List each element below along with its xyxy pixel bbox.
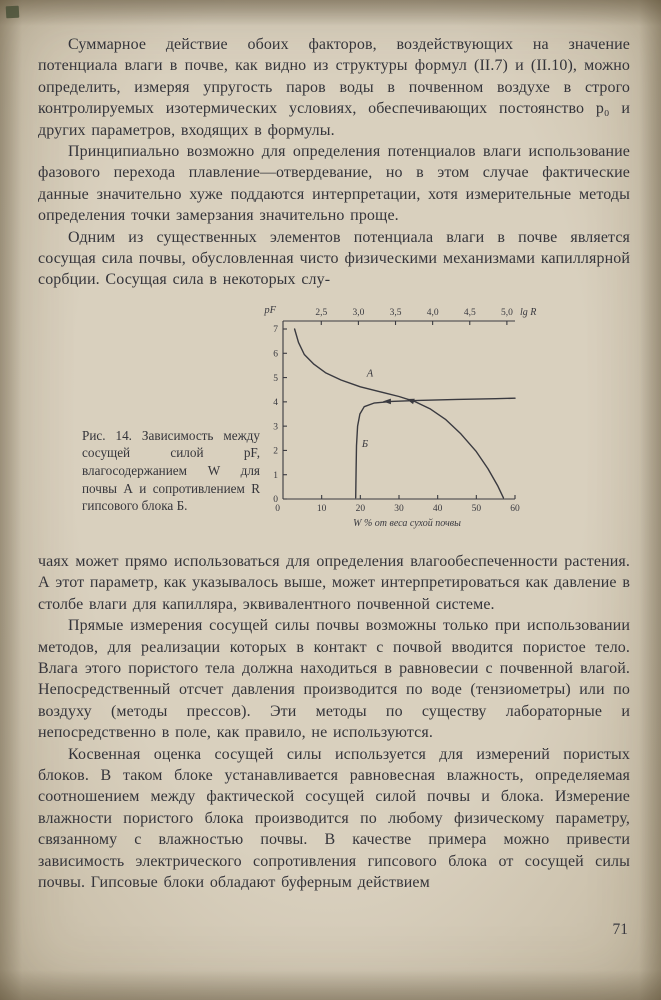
svg-text:pF: pF bbox=[264, 304, 276, 316]
paragraph-4: чаях может прямо использоваться для определения влагообеспеченности растения. А этот параметр, как указывалось выше, может интерпретироваться как давление в столбе влаги для капилляра, эквивалентного почвенной системе. bbox=[38, 552, 630, 613]
svg-text:6: 6 bbox=[273, 349, 278, 360]
svg-text:А: А bbox=[366, 368, 374, 380]
svg-text:30: 30 bbox=[394, 503, 404, 514]
svg-text:7: 7 bbox=[273, 325, 278, 336]
svg-text:2: 2 bbox=[273, 446, 278, 457]
svg-text:60: 60 bbox=[510, 503, 520, 514]
svg-text:5: 5 bbox=[273, 373, 278, 384]
paragraph-6: Косвенная оценка сосущей силы используется для измерений пористых блоков. В таком блоке устанавливается равновесная влажность, определяемая соотношением между фактической сосущей силой почвы и блока. Измерение влажности пористого блока производится по любому физическому параметру, связанному с влажностью почвы. В качестве примера можно привести зависимость электрического сопротивления гипсового блока от сосущей силы почвы. Гипсовые блоки обладают буферным действием bbox=[38, 745, 630, 891]
scan-artifact bbox=[6, 6, 20, 19]
svg-text:4,5: 4,5 bbox=[463, 307, 476, 318]
svg-text:0: 0 bbox=[275, 503, 280, 514]
svg-text:W % от веса сухой почвы: W % от веса сухой почвы bbox=[353, 517, 461, 529]
paragraph-3: Одним из существенных элементов потенциала влаги в почве является сосущая сила почвы, обусловленная чисто физическими механизмами капиллярной сорбции. Сосущая сила в некоторых слу- bbox=[38, 228, 630, 289]
page-number: 71 bbox=[612, 921, 628, 938]
figure-chart-area bbox=[253, 299, 553, 539]
svg-text:3,5: 3,5 bbox=[389, 307, 402, 318]
paragraph-1: Суммарное действие обоих факторов, воздействующих на значение потенциала влаги в почве, как видно из структуры формул (II.7) и (II.10), можно определить, измеряя упругость паров воды в почвенном воздухе в строго контролируемых изотермических условиях, обеспечивающих постоянство p₀ и других параметров, входящих в формулы. bbox=[38, 36, 630, 139]
figure-14 bbox=[38, 299, 630, 545]
svg-text:5,0: 5,0 bbox=[500, 307, 513, 318]
svg-text:20: 20 bbox=[355, 503, 366, 514]
pf-resistance-chart bbox=[253, 299, 553, 539]
svg-text:50: 50 bbox=[471, 503, 482, 514]
figure-caption: Рис. 14. Зависимость между сосущей силой pF, влагосодержанием W для почвы А и сопротивлением R гипсового блока Б. bbox=[82, 427, 260, 514]
page-text-column bbox=[38, 34, 630, 893]
svg-text:1: 1 bbox=[273, 470, 278, 481]
svg-text:3: 3 bbox=[273, 422, 278, 433]
svg-text:10: 10 bbox=[316, 503, 327, 514]
svg-text:0: 0 bbox=[273, 495, 278, 506]
svg-text:4: 4 bbox=[273, 397, 278, 408]
svg-text:3,0: 3,0 bbox=[352, 307, 365, 318]
svg-text:40: 40 bbox=[432, 503, 443, 514]
svg-text:2,5: 2,5 bbox=[315, 307, 328, 318]
svg-text:Б: Б bbox=[361, 438, 369, 450]
paragraph-2: Принципиально возможно для определения потенциалов влаги использование фазового перехода плавление—отвердевание, но в этом случае фактические данные значительно хуже поддаются интерпретации, хотя измерительные методы определения точки замерзания значительно проще. bbox=[38, 143, 630, 225]
svg-text:4,0: 4,0 bbox=[426, 307, 439, 318]
svg-text:lg R: lg R bbox=[520, 306, 537, 318]
paragraph-5: Прямые измерения сосущей силы почвы возможны только при использовании методов, для реализации которых в контакт с почвой вводится пористое тело. Влага этого пористого тела должна находиться в равновесии с почвенной влагой. Непосредственный отсчет давления производится по воде (тензиометры) или по воздуху (методы прессов). Эти методы по существу лабораторные и непосредственно в поле, как правило, не используются. bbox=[38, 617, 630, 742]
